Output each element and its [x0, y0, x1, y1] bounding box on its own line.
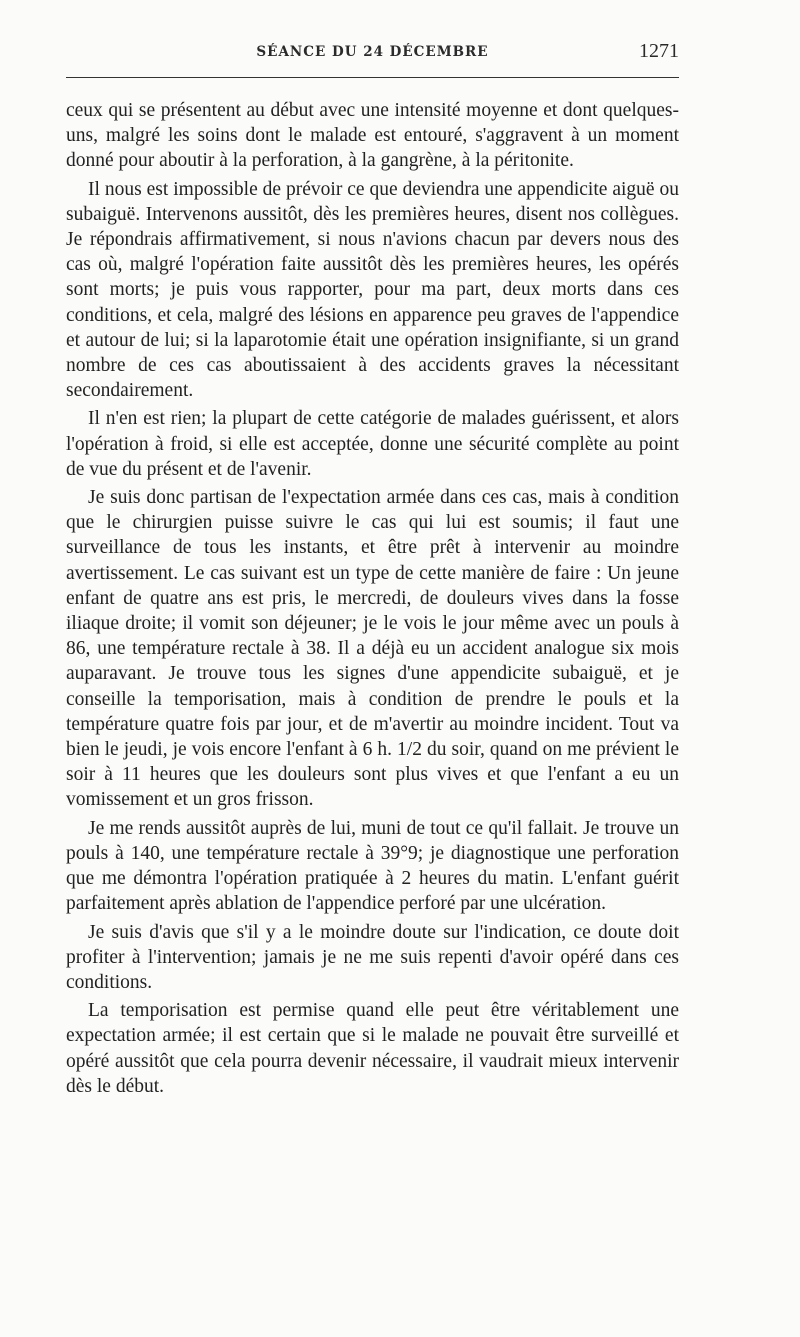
paragraph-6: Je suis d'avis que s'il y a le moindre doute sur l'indication, ce doute doit profiter à l'intervention; jamais je ne me suis repenti d'avoir opéré dans ces conditions.	[66, 921, 679, 993]
running-head: SÉANCE DU 24 DÉCEMBRE	[256, 44, 489, 60]
paragraph-1: ceux qui se présentent au début avec une intensité moyenne et dont quelques-uns, malgré les soins dont le malade est entouré, s'aggravent à un moment donné pour aboutir à la perforation, à la gangrène, à la péritonite.	[66, 100, 679, 172]
paragraph-7: La temporisation est permise quand elle peut être véritablement une expectation armée; il est certain que si le malade ne pouvait être surveillé et opéré aussitôt que cela pourra devenir nécessaire, il vaudrait mieux intervenir dès le début.	[66, 1000, 679, 1097]
header-rule	[66, 77, 679, 78]
paragraph-2: Il nous est impossible de prévoir ce que deviendra une appendicite aiguë ou subaiguë. Intervenons aussitôt, dès les premières heures, disent nos collègues. Je répondrais affirmativement, si nous n'avions chacun par devers nous des cas où, malgré l'opération faite aussitôt dès les premières heures, les opérés sont morts; je puis vous rapporter, pour ma part, deux morts dans ces conditions, et cela, malgré des lésions en apparence peu graves de l'appendice et autour de lui; si la laparotomie était une opération insignifiante, si un grand nombre de ces cas aboutissaient à des accidents graves la nécessitant secondairement.	[66, 178, 679, 402]
body-text	[66, 98, 679, 1102]
page-header	[66, 40, 679, 68]
paragraph-5: Je me rends aussitôt auprès de lui, muni de tout ce qu'il fallait. Je trouve un pouls à 140, une température rectale à 39°9; je diagnostique une perforation que me démontra l'opération pratiquée à 2 heures du matin. L'enfant guérit parfaitement après ablation de l'appendice perforé par une ulcération.	[66, 817, 679, 915]
paragraph-3: Il n'en est rien; la plupart de cette catégorie de malades guérissent, et alors l'opération à froid, si elle est acceptée, donne une sécurité complète au point de vue du présent et de l'avenir.	[66, 408, 679, 480]
page-number: 1271	[639, 40, 679, 62]
paragraph-4: Je suis donc partisan de l'expectation armée dans ces cas, mais à condition que le chirurgien puisse suivre le cas qui lui est soumis; il faut une surveillance de tous les instants, et être prêt à intervenir au moindre avertissement. Le cas suivant est un type de cette manière de faire : Un jeune enfant de quatre ans est pris, le mercredi, de douleurs vives dans la fosse iliaque droite; il vomit son déjeuner; je le vois le jour même avec un pouls à 86, une température rectale à 38. Il a déjà eu un accident analogue six mois auparavant. Je trouve tous les signes d'une appendicite subaiguë, et je conseille la temporisation, mais à condition de prendre le pouls et la température quatre fois par jour, et de m'avertir au moindre incident. Tout va bien le jeudi, je vois encore l'enfant à 6 h. 1/2 du soir, quand on me prévient le soir à 11 heures que les douleurs sont plus vives et que l'enfant a eu un vomissement et un gros frisson.	[66, 487, 679, 811]
